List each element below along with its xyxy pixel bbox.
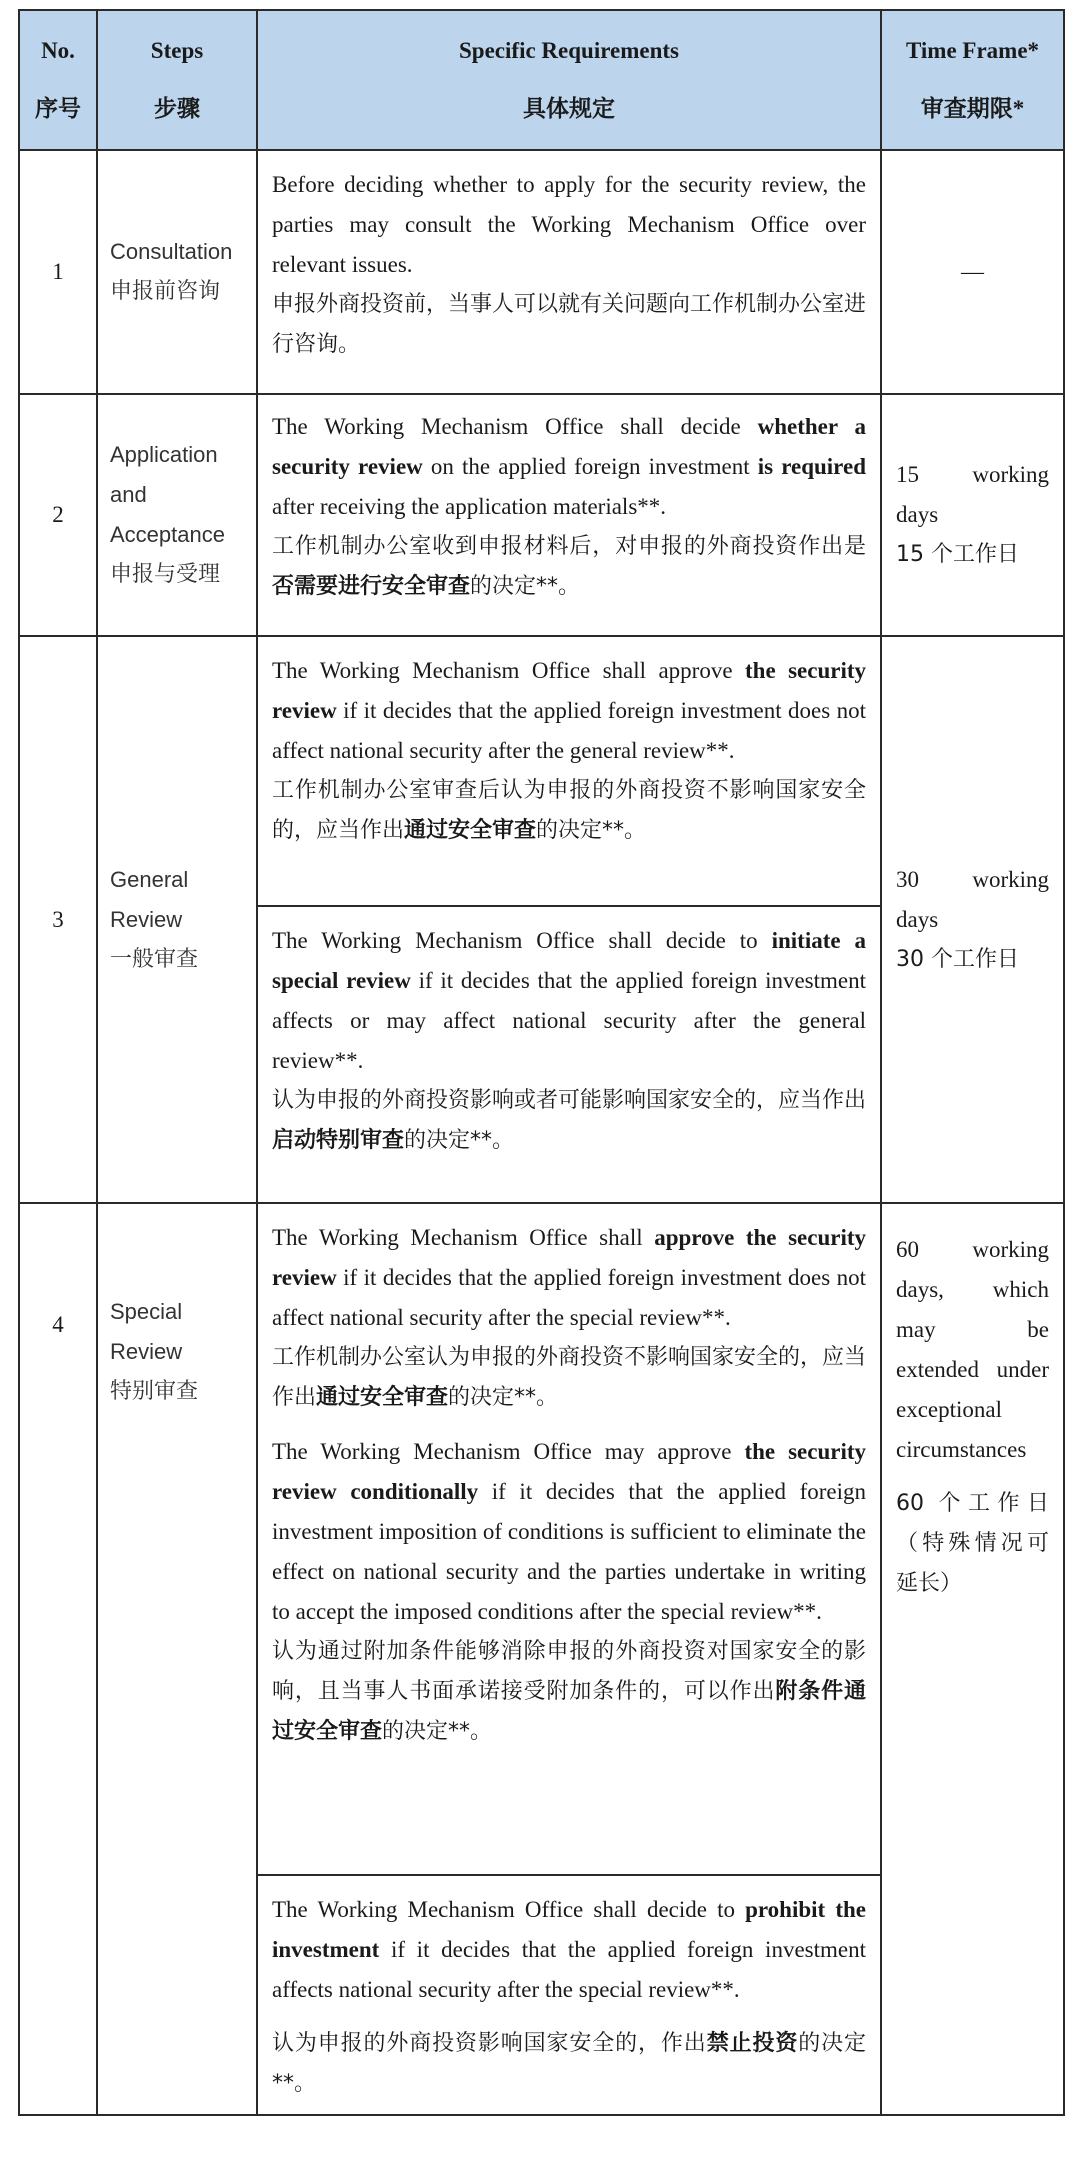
header-req-en: Specific Requirements	[459, 38, 679, 63]
requirement-zh: 认为申报的外商投资影响或者可能影响国家安全的，应当作出启动特别审查的决定**。	[272, 1088, 867, 1153]
table-row-consultation	[19, 150, 1064, 394]
step-en: Review	[110, 906, 183, 932]
security-review-table	[18, 9, 1065, 2116]
time-frame-cell: —	[881, 150, 1064, 394]
bold-phrase: 否需要进行安全审查	[272, 574, 471, 599]
requirement-en: The Working Mechanism Office shall approve the security review if it decides that the applied foreign investment does not affect national security after the special review**.	[272, 1225, 866, 1330]
header-no-en: No.	[41, 38, 75, 63]
requirements-cell	[257, 394, 881, 636]
step-en: Acceptance	[110, 522, 225, 547]
requirement-zh: 申报外商投资前，当事人可以就有关问题向工作机制办公室进行咨询。	[272, 292, 867, 357]
step-en: Application	[110, 442, 218, 467]
header-requirements	[257, 10, 881, 150]
bold-phrase: 启动特别审查	[272, 1128, 405, 1153]
requirements-cell	[257, 636, 881, 1203]
step-en: General	[110, 866, 189, 892]
step-en: and	[110, 482, 147, 507]
requirement-block	[258, 1204, 880, 1874]
bold-phrase: the security review	[272, 658, 867, 723]
requirement-block	[258, 637, 880, 905]
time-frame-cell	[881, 636, 1064, 1203]
time-frame-cell	[881, 1203, 1064, 2115]
review-table-wrapper	[18, 9, 1063, 2116]
step-cell	[97, 1203, 257, 2115]
row-number: 2	[19, 394, 97, 636]
requirement-en: The Working Mechanism Office shall decide to initiate a special review if it decides that the applied foreign investment affects or may affect national security after the general review**.	[272, 928, 866, 1073]
header-time-frame	[881, 10, 1064, 150]
requirement-en: The Working Mechanism Office shall approve the security review if it decides that the applied foreign investment does not affect national security after the general review**.	[272, 658, 867, 763]
header-steps-en: Steps	[150, 38, 204, 63]
bold-phrase: 通过安全审查	[404, 818, 537, 843]
requirement-en: The Working Mechanism Office may approve the security review conditionally if it decides that the applied foreign investment imposition of conditions is sufficient to eliminate the effect on national security and the parties undertake in writing to accept the imposed conditions after the special review**.	[272, 1439, 867, 1624]
time-frame-cell	[881, 394, 1064, 636]
time-frame-zh: 15 个工作日	[896, 542, 1019, 567]
header-time-en: Time Frame*	[905, 38, 1040, 63]
row-number: 1	[19, 150, 97, 394]
row-number: 3	[19, 636, 97, 1203]
step-en: Consultation	[110, 239, 233, 264]
requirement-zh: 工作机制办公室收到申报材料后，对申报的外商投资作出是否需要进行安全审查的决定**。	[272, 534, 866, 599]
header-no-zh: 序号	[35, 96, 81, 121]
bold-phrase: 附条件通过安全审查	[272, 1679, 866, 1744]
step-zh: 一般审查	[110, 946, 199, 972]
step-zh: 申报与受理	[110, 562, 221, 587]
bold-phrase: 通过安全审查	[316, 1385, 449, 1410]
table-row-application	[19, 394, 1064, 636]
row-number: 4	[19, 1203, 97, 2115]
requirement-block	[258, 1874, 880, 2114]
step-cell	[97, 394, 257, 636]
header-steps	[97, 10, 257, 150]
requirement-zh: 工作机制办公室审查后认为申报的外商投资不影响国家安全的，应当作出通过安全审查的决定**。	[272, 778, 866, 843]
header-no	[19, 10, 97, 150]
step-cell	[97, 150, 257, 394]
requirements-cell	[257, 150, 881, 394]
bold-phrase: 禁止投资	[706, 2031, 799, 2056]
requirement-en: Before deciding whether to apply for the security review, the parties may consult the Working Mechanism Office over relevant issues.	[272, 172, 866, 277]
bold-phrase: prohibit the investment	[272, 1897, 866, 1962]
step-en: Special	[110, 1299, 183, 1324]
requirements-cell	[257, 1203, 881, 2115]
time-frame-en: 30 working days	[896, 866, 1049, 932]
time-frame-zh: 60 个工作日（特殊情况可延长）	[896, 1491, 1049, 1596]
requirement-en: The Working Mechanism Office shall decide whether a security review on the applied foreign investment is required after receiving the application materials**.	[272, 414, 867, 519]
time-frame-en: 60 working days, which may be extended under exceptional circumstances	[896, 1237, 1049, 1462]
bold-phrase: whether a security review	[272, 414, 867, 479]
time-frame-en: 15 working days	[896, 462, 1049, 527]
requirement-en: The Working Mechanism Office shall decide to prohibit the investment if it decides that the applied foreign investment affects national security after the special review**.	[272, 1897, 866, 2002]
step-zh: 申报前咨询	[110, 279, 221, 304]
requirement-zh: 认为申报的外商投资影响国家安全的，作出禁止投资的决定**。	[272, 2031, 866, 2096]
table-header-row	[19, 10, 1064, 150]
header-req-zh: 具体规定	[523, 96, 615, 121]
table-row-special-review	[19, 1203, 1064, 2115]
bold-phrase: is required	[757, 454, 866, 479]
step-cell	[97, 636, 257, 1203]
bold-phrase: approve the security review	[272, 1225, 866, 1290]
requirement-zh: 认为通过附加条件能够消除申报的外商投资对国家安全的影响，且当事人书面承诺接受附加条件的，可以作出附条件通过安全审查的决定**。	[272, 1639, 866, 1744]
step-zh: 特别审查	[110, 1379, 199, 1404]
bold-phrase: the security review conditionally	[272, 1439, 867, 1504]
time-frame-zh: 30 个工作日	[896, 946, 1019, 972]
requirement-zh: 工作机制办公室认为申报的外商投资不影响国家安全的，应当作出通过安全审查的决定**。	[272, 1345, 867, 1410]
header-time-zh: 审查期限*	[920, 96, 1025, 121]
bold-phrase: initiate a special review	[272, 928, 866, 993]
step-en: Review	[110, 1339, 183, 1364]
header-steps-zh: 步骤	[154, 96, 200, 121]
table-row-general-review	[19, 636, 1064, 1203]
requirement-block	[258, 905, 880, 1167]
